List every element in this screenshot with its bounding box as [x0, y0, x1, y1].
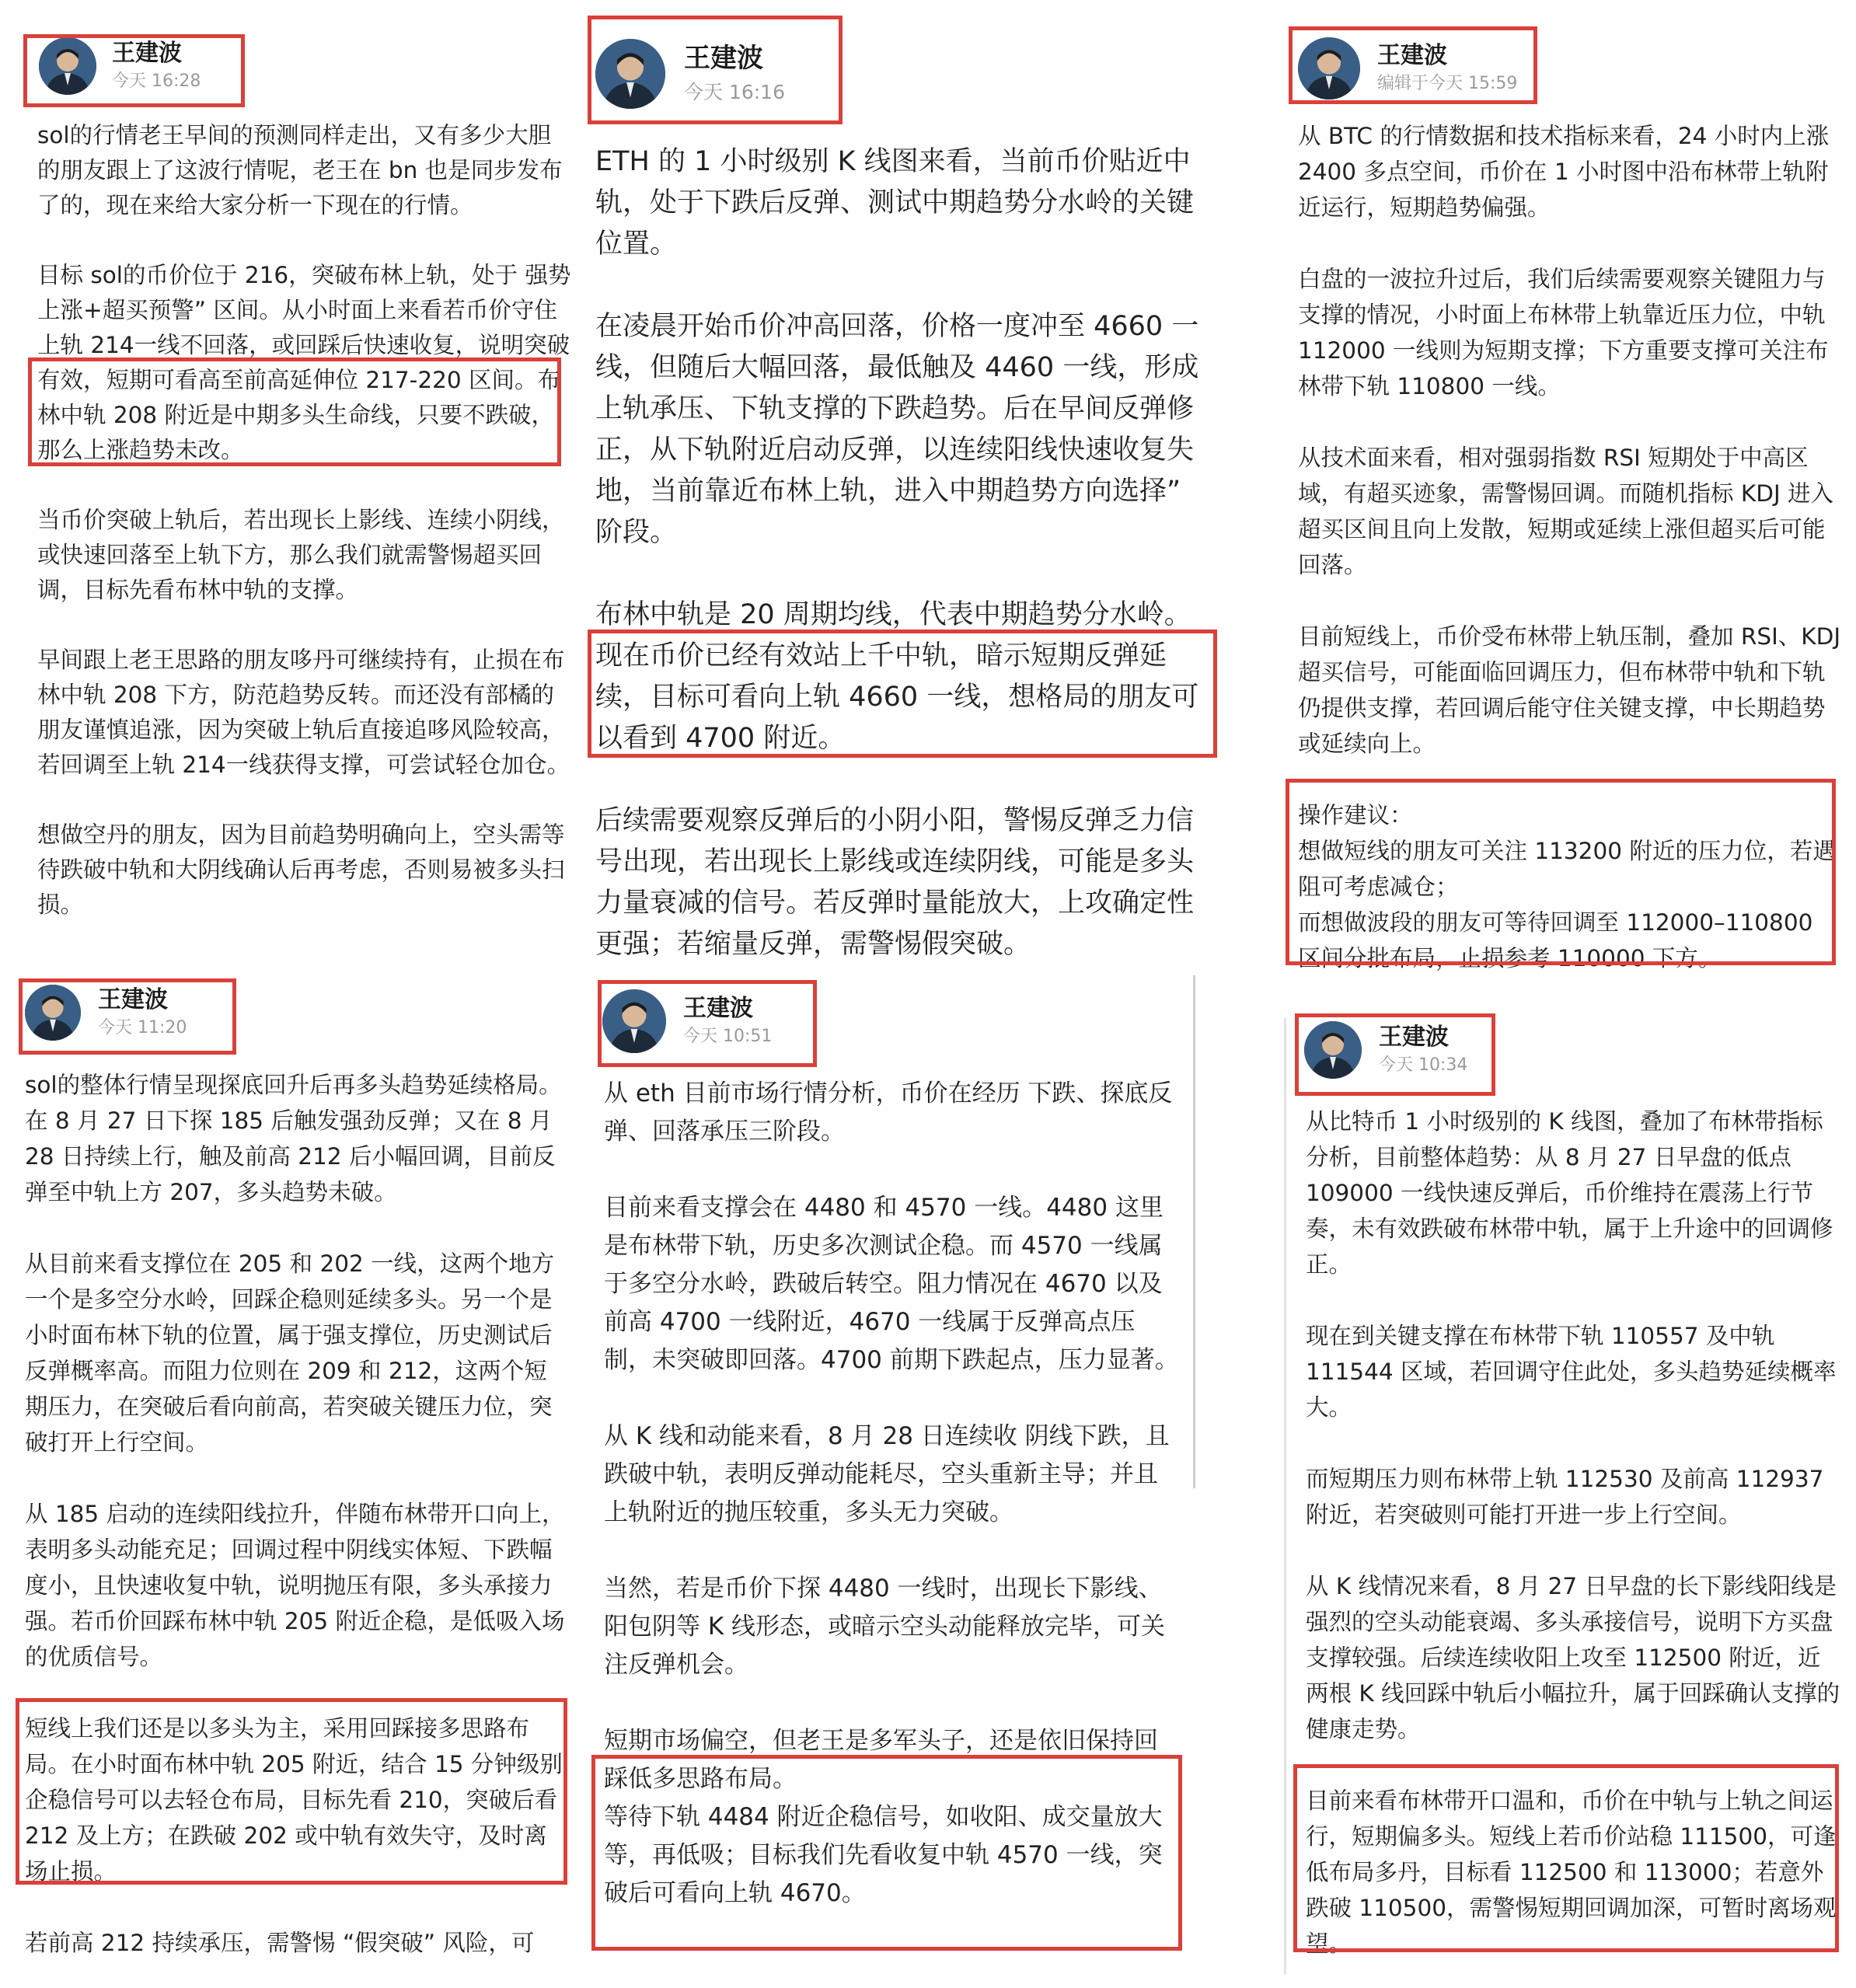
- highlight-box-author: [23, 34, 245, 107]
- highlight-box-author: [1295, 1013, 1495, 1096]
- highlight-box-key-levels: [28, 357, 561, 466]
- post-body: 从比特币 1 小时级别的 K 线图，叠加了布林带指标分析，目前整体趋势：从 8 月 27 日早盘的低点 109000 一线快速反弹后，币价维持在震荡上行节奏，未有效跌破布林带中轨，属于上升途中的回调修正。 现在到关键支撑在布林带下轨 110557 及中轨 111544 区域，若回调守住此处，多头趋势延续概率大。 而短期压力则布林带上轨 112530 及前高 112937 附近，若突破则可能打开进一步上行空间。 从 K 线情况来看，8 月 27 日早盘的长下影线阳线是强烈的空头动能衰竭、多头承接信号，说明下方买盘支撑较强。后续连续收阳上攻至 112500 附近，近两根 K 线回踩中轨后小幅拉升，属于回踩确认支撑的健康走势。 目前来看布林带开口温和，币价在中轨与上轨之间运行，短期偏多头。短线上若币价站稳 111500，可逢低布局多丹，目标看 112500 和 113000；若意外跌破 110500，需警惕短期回调加深，可暂时离场观望。: [1306, 1108, 1840, 1957]
- post-body: 从 BTC 的行情数据和技术指标来看，24 小时内上涨 2400 多点空间，币价在 1 小时图中沿布林带上轨附近运行，短期趋势偏强。 白盘的一波拉升过后，我们后续需要观察关键阻力与支撑的情况，小时面上布林带上轨靠近压力位，中轨 112000 一线则为短期支撑；下方重要支撑可关注布林带下轨 110800 一线。 从技术面来看，相对强弱指数 RSI 短期处于中高区域，有超买迹象，需警惕回调。而随机指标 KDJ 进入超买区间且向上发散，短期或延续上涨但超买后可能回落。 目前短线上，币价受布林带上轨压制，叠加 RSI、KDJ 超买信号，可能面临回调压力，但布林带中轨和下轨仍提供支撑，若回调后能守住关键支撑，中长期趋势或延续向上。 操作建议： 想做短线的朋友可关注 113200 附近的压力位，若遇阻可考虑减仓； 而想做波段的朋友可等待回调至 112000–110800 区间分批布局，止损参考 110000 下方。: [1298, 123, 1841, 971]
- author-name[interactable]: 王建波: [1379, 1023, 1449, 1051]
- highlight-box-strategy: [16, 1698, 567, 1885]
- post-body: 从 eth 目前市场行情分析，币价在经历 下跌、探底反弹、回落承压三阶段。 目前来看支撑会在 4480 和 4570 一线。4480 这里是布林带下轨，历史多次测试企稳。而 4570 一线属于多空分水岭，跌破后转空。阻力情况在 4670 以及前高 4700 一线附近，4670 一线属于反弹高点压制，未突破即回落。4700 前期下跌起点，压力显著。 从 K 线和动能来看，8 月 28 日连续收 阴线下跌，且跌破中轨，表明反弹动能耗尽，空头重新主导；并且上轨附近的抛压较重，多头无力突破。 当然，若是币价下探 4480 一线时，出现长下影线、阳包阴等 K 线形态，或暗示空头动能释放完毕，可关注反弹机会。 短期市场偏空，但老王是多军头子，还是依旧保持回踩低多思路布局。 等待下轨 4484 附近企稳信号，如收阳、成交量放大等，再低吸；目标我们先看收复中轨 4570 一线，突破后可看向上轨 4670。: [604, 1079, 1179, 1907]
- post-btc-1559: [1275, 16, 1846, 979]
- highlight-box-outlook: [1293, 1764, 1839, 1952]
- highlight-box-target: [588, 630, 1217, 758]
- post-body: ETH 的 1 小时级别 K 线图来看，当前币价贴近中轨，处于下跌后反弹、测试中期趋势分水岭的关键位置。 在凌晨开始币价冲高回落，价格一度冲至 4660 一线，但随后大幅回落，最低触及 4460 一线，形成上轨承压、下轨支撑的下跌趋势。后在早间反弹修正，从下轨附近启动反弹，以连续阳线快速收复失地，当前靠近布林上轨，进入中期趋势方向选择” 阶段。 布林中轨是 20 周期均线，代表中期趋势分水岭。现在币价已经有效站上千中轨，暗示短期反弹延续，目标可看向上轨 4660 一线，想格局的朋友可以看到 4700 附近。 后续需要观察反弹后的小阴小阳，警惕反弹乏力信号出现，若出现长上影线或连续阴线，可能是多头力量衰减的信号。若反弹时量能放大，上攻确定性更强；若缩量反弹，需警惕假突破。: [595, 146, 1199, 960]
- post-body: sol的整体行情呈现探底回升后再多头趋势延续格局。在 8 月 27 日下探 185 后触发强劲反弹；又在 8 月 28 日持续上行，触及前高 212 后小幅回调，目前反弹至中轨上方 207，多头趋势未破。 从目前来看支撑位在 205 和 202 一线，这两个地方一个是多空分水岭，回踩企稳则延续多头。另一个是小时面布林下轨的位置，属于强支撑位，历史测试后反弹概率高。而阻力位则在 209 和 212，这两个短期压力，在突破后看向前高，若突破关键压力位，突破打开上行空间。 从 185 启动的连续阳线拉升，伴随布林带开口向上，表明多头动能充足；回调过程中阴线实体短、下跌幅度小，且快速收复中轨，说明抛压有限，多头承接力强。若币价回踩布林中轨 205 附近企稳，是低吸入场的优质信号。 短线上我们还是以多头为主，采用回踩接多思路布局。在小时面布林中轨 205 附近，结合 15 分钟级别企稳信号可以去轻仓布局，目标先看 210，突破后看 212 及上方；在跌破 202 或中轨有效失守，及时离场止损。 若前高 212 持续承压，需警惕 “假突破” 风险，可: [25, 1072, 565, 1956]
- post-timestamp: 编辑于今天 15:59: [1377, 74, 1518, 94]
- post-timestamp: 今天 11:20: [98, 1018, 187, 1038]
- post-body: sol的行情老王早间的预测同样走出，又有多少大胆的朋友跟上了这波行情呢，老王在 bn 也是同步发布了的，现在来给大家分析一下现在的行情。 目标 sol的币价位于 216，突破布林上轨，处于 强势上涨+超买预警” 区间。从小时面上来看若币价守住上轨 214一线不回落，或回踩后快速收复，说明突破有效，短期可看高至前高延伸位 217-220 区间。布林中轨 208 附近是中期多头生命线，只要不跌破，那么上涨趋势未改。 当币价突破上轨后，若出现长上影线、连续小阴线，或快速回落至上轨下方，那么我们就需警惕超买回调，目标先看布林中轨的支撑。 早间跟上老王思路的朋友哆丹可继续持有，止损在布林中轨 208 下方，防范趋势反转。而还没有部橘的朋友谨慎追涨，因为突破上轨后直接追哆风险较高，若回调至上轨 214一线获得支撑，可尝试轻仓加仓。 想做空丹的朋友，因为目前趋势明确向上，空头需等待跌破中轨和大阴线确认后再考虑，否则易被多头扫损。: [37, 122, 571, 918]
- highlight-box-author: [1289, 26, 1537, 104]
- post-timestamp: 今天 16:28: [112, 71, 201, 92]
- post-btc-1034: [1282, 1010, 1846, 1988]
- post-timestamp: 今天 10:34: [1379, 1055, 1468, 1076]
- scrollbar[interactable]: [1193, 975, 1195, 1488]
- highlight-box-author: [19, 978, 236, 1055]
- highlight-box-advice: [1286, 779, 1836, 965]
- highlight-box-author: [588, 16, 843, 124]
- post-sol-1628: [16, 16, 575, 964]
- author-name[interactable]: 王建波: [683, 994, 753, 1022]
- author-name[interactable]: 王建波: [684, 43, 763, 75]
- author-name[interactable]: 王建波: [1377, 41, 1447, 69]
- post-timestamp: 今天 10:51: [683, 1027, 773, 1047]
- highlight-box-author: [598, 980, 817, 1067]
- highlight-box-plan: [591, 1755, 1182, 1951]
- author-name[interactable]: 王建波: [98, 985, 168, 1013]
- scrollbar[interactable]: [1284, 1018, 1286, 1974]
- post-sol-1120: [16, 975, 575, 1988]
- post-timestamp: 今天 16:16: [684, 80, 785, 103]
- post-eth-1616: [581, 16, 1219, 979]
- post-eth-1051: [587, 975, 1193, 1988]
- author-name[interactable]: 王建波: [112, 39, 182, 67]
